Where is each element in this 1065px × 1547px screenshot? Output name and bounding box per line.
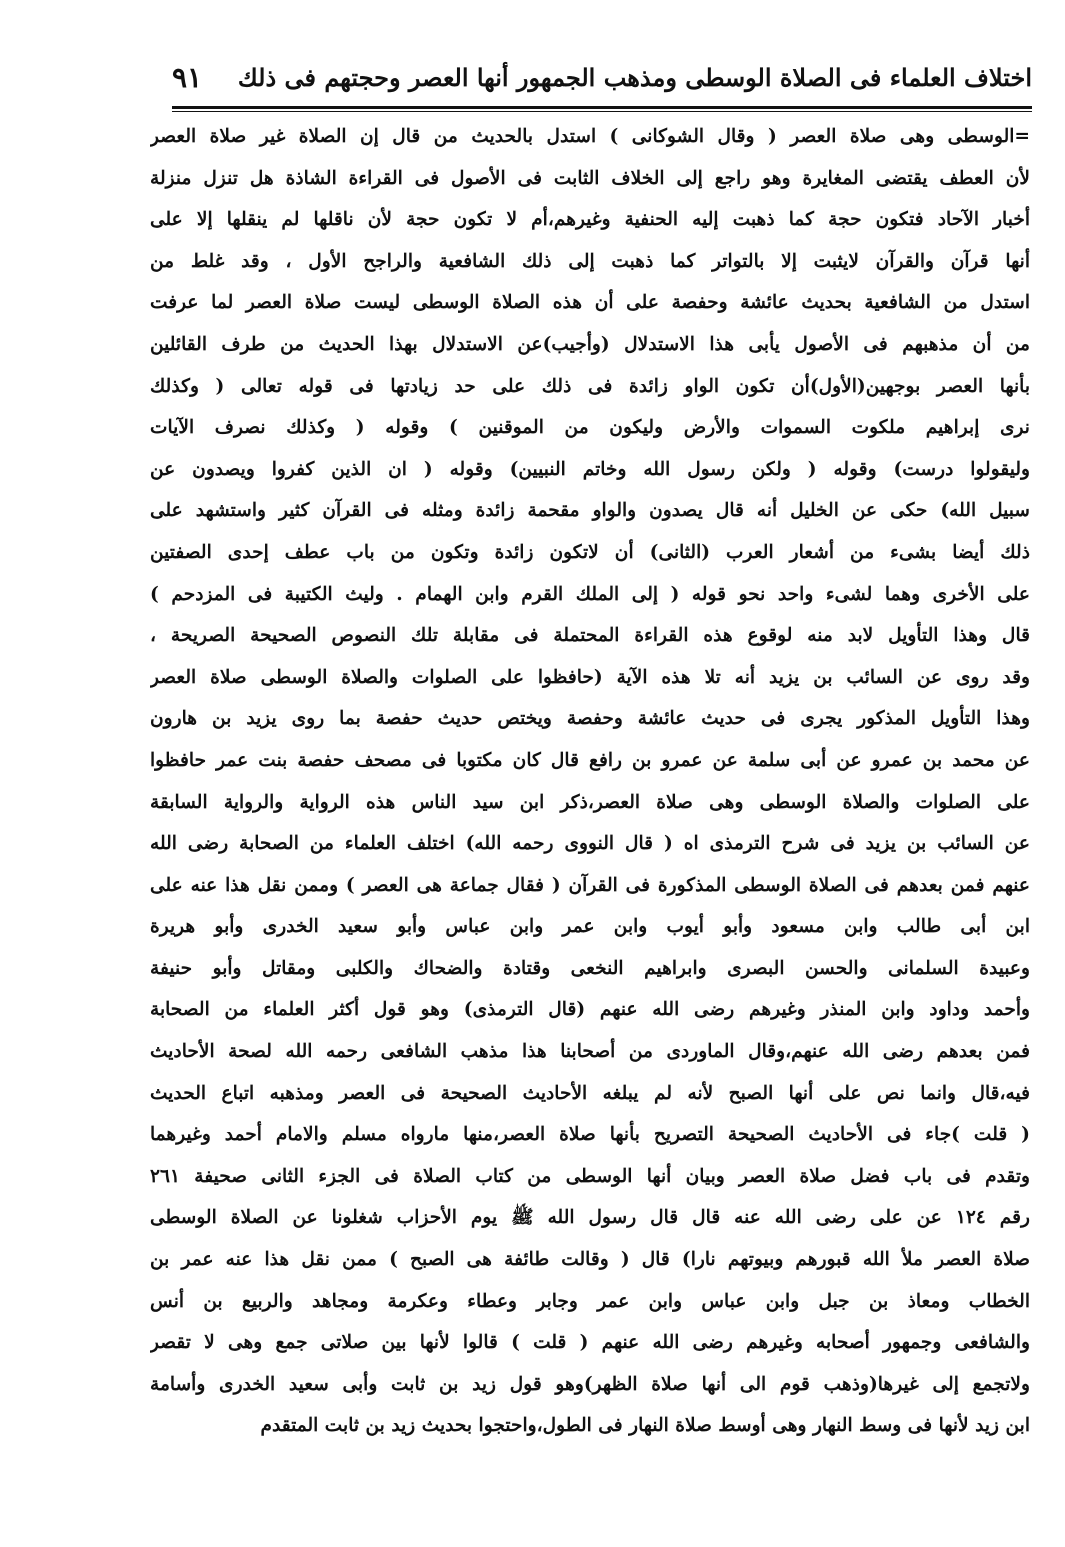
text-line: فيه،قال وانما نص على أنها الصبح لأنه لم يبلغه الأحاديث الصحيحة فى العصر ومذهبه اتباع الحديث	[150, 1082, 1030, 1104]
text-line: لأن العطف يقتضى المغايرة وهو راجع إلى الخلاف الثابت فى الأصول فى القراءة الشاذة هل تنزل منزلة	[150, 167, 1030, 189]
page-number: ٩١	[172, 60, 203, 94]
text-line: ابن زيد لأنها فى وسط النهار وهى أوسط صلاة النهار فى الطول،واحتجوا بحديث زيد بن ثابت المتقدم	[260, 1415, 1030, 1437]
page-header	[172, 52, 1032, 102]
header-rule	[172, 106, 1032, 109]
text-line: وقد روى عن السائب بن يزيد أنه تلا هذه الآية (حافظوا على الصلوات والصلاة الوسطى صلاة العصر	[150, 666, 1030, 688]
text-line: وتقدم فى باب فضل صلاة العصر وبيان أنها الوسطى من كتاب الصلاة فى الجزء الثانى صحيفة ٢٦١	[150, 1165, 1030, 1187]
text-line: ( قلت )جاء فى الأحاديث الصحيحة التصريح بأنها صلاة العصر،منها مارواه مسلم والامام أحمد وغيرهما	[150, 1124, 1030, 1146]
text-line: قال وهذا التأويل لابد منه لوقوع هذه القراءة المحتملة فى مقابلة تلك النصوص الصحيحة الصريحة ،	[150, 625, 1030, 647]
text-line: بأنها العصر بوجهين(الأول)أن تكون الواو زائدة فى ذلك على حد زيادتها فى قوله تعالى ( وكذلك	[150, 375, 1030, 397]
text-line: استدل من الشافعية بحديث عائشة وحفصة على أن هذه الصلاة الوسطى ليست صلاة العصر لما عرفت	[150, 292, 1030, 314]
text-line: عن السائب بن يزيد فى شرح الترمذى اه ( قال النووى رحمه الله) اختلف العلماء من الصحابة رضى الله	[150, 833, 1030, 855]
body-text	[150, 116, 1030, 1447]
text-line: الخطاب ومعاذ بن جبل وابن عباس وابن عمر وجابر وعطاء وعكرمة ومجاهد والربيع بن أنس	[150, 1290, 1030, 1312]
header-rule-thin	[172, 111, 1032, 112]
text-line: أخبار الآحاد فتكون حجة كما ذهبت إليه الحنفية وغيرهم،أم لا تكون حجة لأن ناقلها لم ينقلها إلا على	[150, 209, 1030, 231]
text-line: ولاتجمع إلى غيرها(وذهب قوم الى أنها صلاة الظهر)وهو قول زيد بن ثابت وأبى سعيد الخدرى وأسامة	[150, 1373, 1030, 1395]
text-line: من أن مذهبهم فى الأصول يأبى هذا الاستدلال (وأجيب)عن الاستدلال بهذا الحديث من طرف القائلين	[150, 333, 1030, 355]
text-line: وأحمد وداود وابن المنذر وغيرهم رضى الله عنهم (قال الترمذى) وهو قول أكثر العلماء من الصحابة	[150, 999, 1030, 1021]
text-line: نرى إبراهيم ملكوت السموات والأرض وليكون من الموقنين ) وقوله ( وكذلك نصرف الآيات	[150, 417, 1030, 439]
text-line: وهذا التأويل المذكور يجرى فى حديث عائشة وحفصة ويختص حديث حفصة بما روى يزيد بن هارون	[150, 708, 1030, 730]
text-line: رقم ١٢٤ عن على رضى الله عنه قال قال رسول الله ﷺ يوم الأحزاب شغلونا عن الصلاة الوسطى	[150, 1207, 1030, 1229]
text-line: ذلك أيضا بشىء من أشعار العرب (الثانى) أن لاتكون زائدة وتكون من باب عطف إحدى الصفتين	[150, 541, 1030, 563]
text-line: على الأخرى وهما لشىء واحد نحو قوله ( إلى الملك القرم وابن الهمام . وليث الكتيبة فى المزدحم )	[150, 583, 1030, 605]
text-line: فمن بعدهم رضى الله عنهم،وقال الماوردى من أصحابنا هذا مذهب الشافعى رحمه الله لصحة الأحاديث	[150, 1041, 1030, 1063]
text-line: سبيل الله) حكى عن الخليل أنه قال يصدون والواو مقحمة زائدة ومثله فى القرآن كثير واستشهد على	[150, 500, 1030, 522]
page-title: اختلاف العلماء فى الصلاة الوسطى ومذهب الجمهور أنها العصر وحجتهم فى ذلك	[237, 62, 1032, 92]
text-line: =الوسطى وهى صلاة العصر ( وقال الشوكانى ) استدل بالحديث من قال إن الصلاة غير صلاة العصر	[150, 126, 1030, 147]
text-line: عنهم فمن بعدهم فى الصلاة الوسطى المذكورة فى القرآن ( فقال جماعة هى العصر ) وممن نقل هذا عنه على	[150, 874, 1030, 896]
text-line: أنها قرآن والقرآن لايثبت إلا بالتواتر كما ذهبت إلى ذلك الشافعية والراجح الأول ، وقد غلط من	[150, 250, 1030, 272]
text-line: وعبيدة السلمانى والحسن البصرى وابراهيم النخعى وقتادة والضحاك والكلبى ومقاتل وأبو حنيفة	[150, 957, 1030, 979]
text-line: والشافعى وجمهور أصحابه وغيرهم رضى الله عنهم ( قلت ) قالوا لأنها بين صلاتى جمع وهى لا تقصر	[150, 1332, 1030, 1354]
text-line: ابن أبى طالب وابن مسعود وأبو أيوب وابن عمر وابن عباس وأبو سعيد الخدرى وأبو هريرة	[150, 916, 1030, 938]
text-line: عن محمد بن عمرو عن أبى سلمة عن عمرو بن رافع قال كان مكتوبا فى مصحف حفصة بنت عمر حافظوا	[150, 749, 1030, 771]
text-line: وليقولوا درست) وقوله ( ولكن رسول الله وخاتم النبيين) وقوله ( ان الذين كفروا ويصدون عن	[150, 458, 1030, 480]
text-line: على الصلوات والصلاة الوسطى وهى صلاة العصر،ذكر ابن سيد الناس هذه الرواية والرواية السابقة	[150, 791, 1030, 813]
text-line: صلاة العصر ملأ الله قبورهم وبيوتهم نارا) قال ( وقالت طائفة هى الصبح ) ممن نقل هذا عنه عمر بن	[150, 1249, 1030, 1271]
